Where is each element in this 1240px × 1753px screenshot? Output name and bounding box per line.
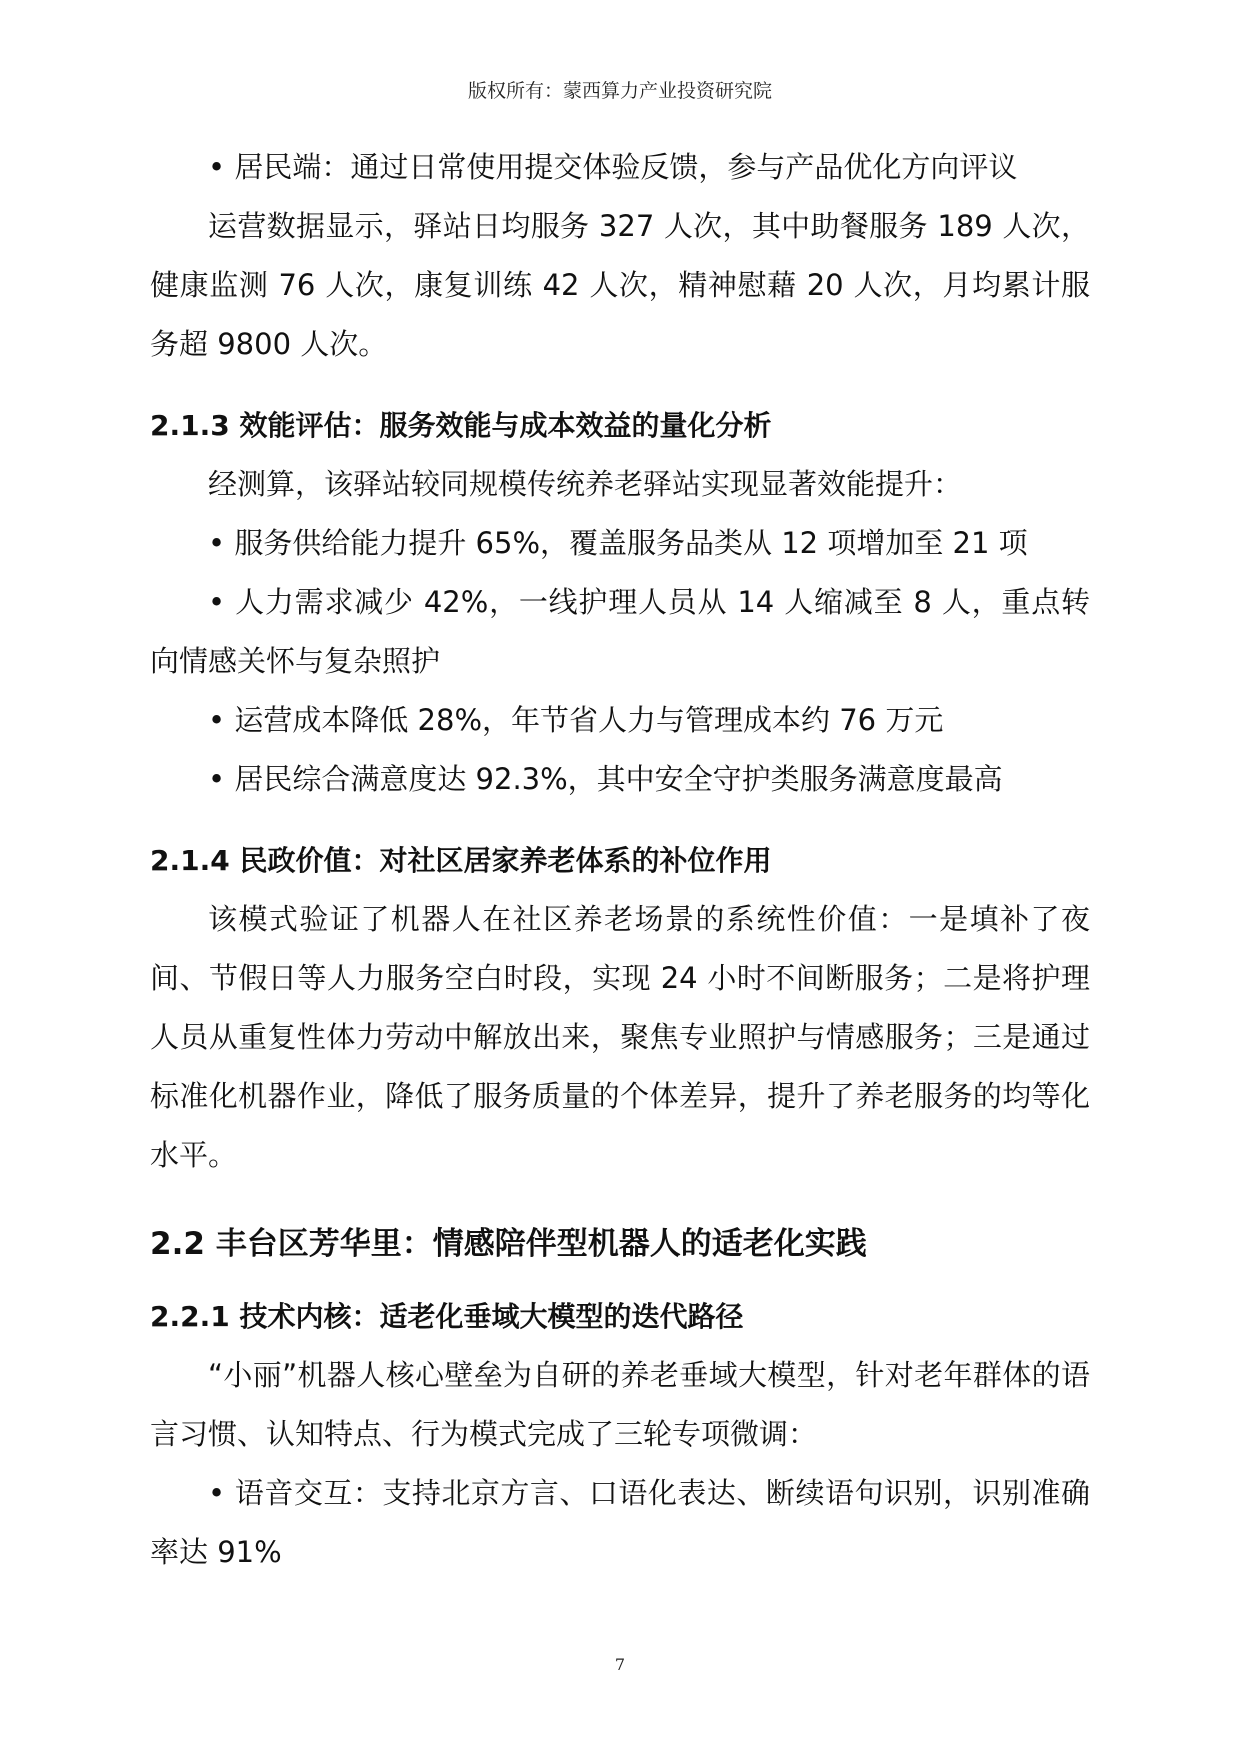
page-number: 7 <box>614 1655 626 1674</box>
bullet-residents: • 居民端：通过日常使用提交体验反馈，参与产品优化方向评议 <box>208 150 1018 184</box>
heading-2-2-1: 2.2.1 技术内核：适老化垂域大模型的迭代路径 <box>150 1300 744 1333</box>
paragraph-efficiency-intro: 经测算，该驿站较同规模传统养老驿站实现显著效能提升： <box>208 467 963 501</box>
heading-2-2: 2.2 丰台区芳华里：情感陪伴型机器人的适老化实践 <box>150 1226 867 1262</box>
page-header: 版权所有：蒙西算力产业投资研究院 <box>467 80 772 102</box>
paragraph-xiaoli-model: “小丽”机器人核心壁垒为自研的养老垂域大模型，针对老年群体的语言习惯、认知特点、行为模式完成了三轮专项微调： <box>150 1358 1090 1451</box>
bullet-labor-demand: • 人力需求减少 42%，一线护理人员从 14 人缩减至 8 人，重点转向情感关怀与复杂照护 <box>150 585 1090 678</box>
bullet-satisfaction: • 居民综合满意度达 92.3%，其中安全守护类服务满意度最高 <box>208 762 1003 796</box>
bullet-voice-interaction: • 语音交互：支持北京方言、口语化表达、断续语句识别，识别准确率达 91% <box>150 1476 1090 1569</box>
heading-2-1-3: 2.1.3 效能评估：服务效能与成本效益的量化分析 <box>150 409 772 442</box>
paragraph-civil-value: 该模式验证了机器人在社区养老场景的系统性价值：一是填补了夜间、节假日等人力服务空白时段，实现 24 小时不间断服务；二是将护理人员从重复性体力劳动中解放出来，聚焦专业照护与情感服务；三是通过标准化机器作业，降低了服务质量的个体差异，提升了养老服务的均等化水平。 <box>150 902 1090 1172</box>
document-body <box>150 138 1090 1582</box>
bullet-supply-capacity: • 服务供给能力提升 65%，覆盖服务品类从 12 项增加至 21 项 <box>208 526 1028 560</box>
heading-2-1-4: 2.1.4 民政价值：对社区居家养老体系的补位作用 <box>150 844 772 877</box>
bullet-operating-cost: • 运营成本降低 28%，年节省人力与管理成本约 76 万元 <box>208 703 944 737</box>
paragraph-operations-data: 运营数据显示，驿站日均服务 327 人次，其中助餐服务 189 人次，健康监测 76 人次，康复训练 42 人次，精神慰藉 20 人次，月均累计服务超 9800 人次。 <box>150 209 1090 361</box>
